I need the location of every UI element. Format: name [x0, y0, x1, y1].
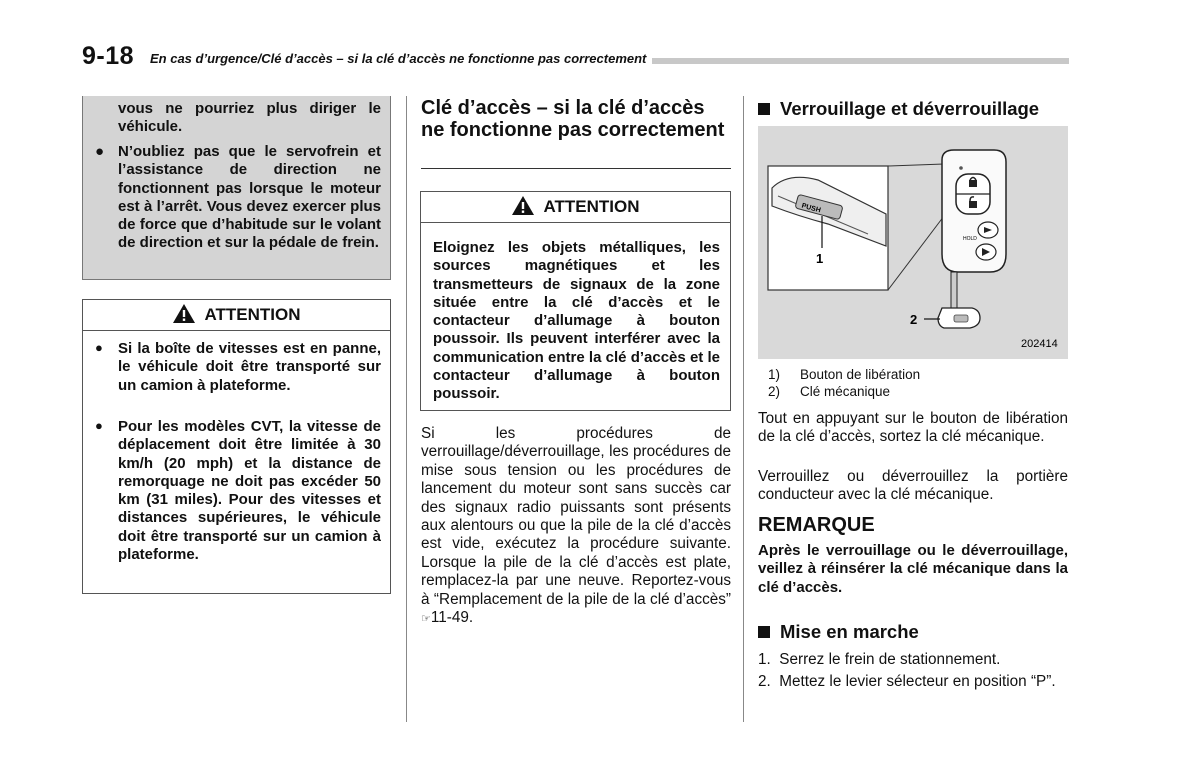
attention-box-middle [420, 191, 731, 411]
remarque-title: REMARQUE [758, 514, 875, 536]
attention-heading [421, 192, 730, 223]
caption-text: Clé mécanique [800, 384, 891, 399]
caption-item [768, 383, 1058, 400]
step-item [758, 673, 1068, 691]
remarque-text: Après le verrouillage ou le déverrouillage, veillez à réinsérer la clé mécanique dans la clé d’accès. [758, 542, 1068, 596]
warning-icon [511, 195, 535, 216]
caption-text: Bouton de libération [800, 367, 921, 382]
key-illustration [758, 126, 1068, 359]
subsection-heading-lock [758, 98, 1039, 120]
key-drawing [758, 126, 1068, 359]
page-reference: 11-49. [430, 609, 474, 627]
continuation-text: vous ne pourriez plus diriger le véhicule. [118, 100, 381, 136]
attention-label: ATTENTION [543, 197, 640, 216]
metal-objects-warning: Eloignez les objets métalliques, les sources magnétiques et les transmetteurs de signaux de la zone située entre la clé d’accès et le contacteur d’allumage à bouton poussoir. Ils peuvent interférer avec la communication entre la clé d’accès et le contacteur d’allumage à bouton poussoir. [433, 239, 720, 403]
attention-label: ATTENTION [204, 305, 301, 324]
step-text: Serrez le frein de stationnement. [779, 651, 1001, 668]
push-label: PUSH [800, 202, 822, 215]
step-number: 2. [758, 673, 771, 690]
step-item [758, 651, 1068, 669]
hold-label: HOLD [963, 236, 977, 242]
column-divider-right [743, 96, 744, 722]
gearbox-bullet-text: Si la boîte de vitesses est en panne, le véhicule doit être transporté sur un camion à plateforme. [118, 340, 381, 394]
lock-door-paragraph: Verrouillez ou déverrouillez la portière conducteur avec la clé mécanique. [758, 468, 1068, 504]
caption-number: 1) [768, 367, 781, 382]
square-bullet-icon [758, 626, 770, 638]
page-number: 9-18 [82, 42, 135, 70]
step-number: 1. [758, 651, 771, 668]
column-divider-left [406, 96, 407, 722]
subsection-title: Mise en marche [780, 621, 919, 642]
section-heading: Clé d’accès – si la clé d’accès ne fonctionne pas correctement [421, 97, 725, 141]
bullet-dot: ● [95, 340, 103, 355]
figure-code: 202414 [1021, 338, 1058, 350]
steering-bullet-text: N’oubliez pas que le servofrein et l’assistance de direction ne fonctionnent pas lorsque le moteur est à l’arrêt. Vous devez exercer plus de force que d’habitude sur le volant de direction et sur la pédale de frein. [118, 143, 381, 252]
warning-icon [172, 303, 196, 324]
procedure-text: Si les procédures de verrouillage/déverrouillage, les procédures de mise sous tension ou les procédures de lancement du moteur sont sans succès car des signaux radio puissants sont présents aux alentours ou que la pile de la clé d’accès est vide, exécutez la procédure suivante. Lorsque la pile de la clé d’accès est plate, remplacez-la par une neuve. Reportez-vous à “Remplacement de la pile de la clé d’accès” [421, 425, 731, 608]
page-reference-icon: ☞ [421, 613, 431, 626]
bullet-dot: ● [95, 418, 103, 433]
running-title-text: En cas d’urgence/Clé d’accès – si la clé d’accès ne fonctionne pas correctement [150, 51, 652, 66]
attention-heading [83, 300, 390, 331]
heading-rule [421, 168, 731, 169]
bullet-dot: ● [95, 143, 105, 160]
figure-captions [768, 366, 1058, 400]
subsection-title: Verrouillage et déverrouillage [780, 98, 1040, 119]
caption-number: 2) [768, 384, 781, 399]
step-text: Mettez le levier sélecteur en position “P”. [779, 673, 1056, 690]
page-header [82, 42, 1069, 72]
callout-1: 1 [816, 251, 824, 266]
release-key-paragraph: Tout en appuyant sur le bouton de libération de la clé d’accès, sortez la clé mécanique. [758, 410, 1068, 446]
subsection-heading-start [758, 621, 919, 643]
attention-box-left [82, 299, 391, 594]
running-title [150, 51, 652, 66]
cvt-bullet-text: Pour les modèles CVT, la vitesse de déplacement doit être limitée à 30 km/h (20 mph) et la distance de remorquage ne doit pas excéder 50 km (31 miles). Pour des vitesses et distances supérieures, le véhicule doit être transporté sur un camion à plateforme. [118, 418, 381, 564]
square-bullet-icon [758, 103, 770, 115]
procedure-intro [421, 425, 731, 628]
callout-2: 2 [910, 312, 918, 327]
warning-continuation-box [82, 96, 391, 280]
caption-item [768, 366, 1058, 383]
